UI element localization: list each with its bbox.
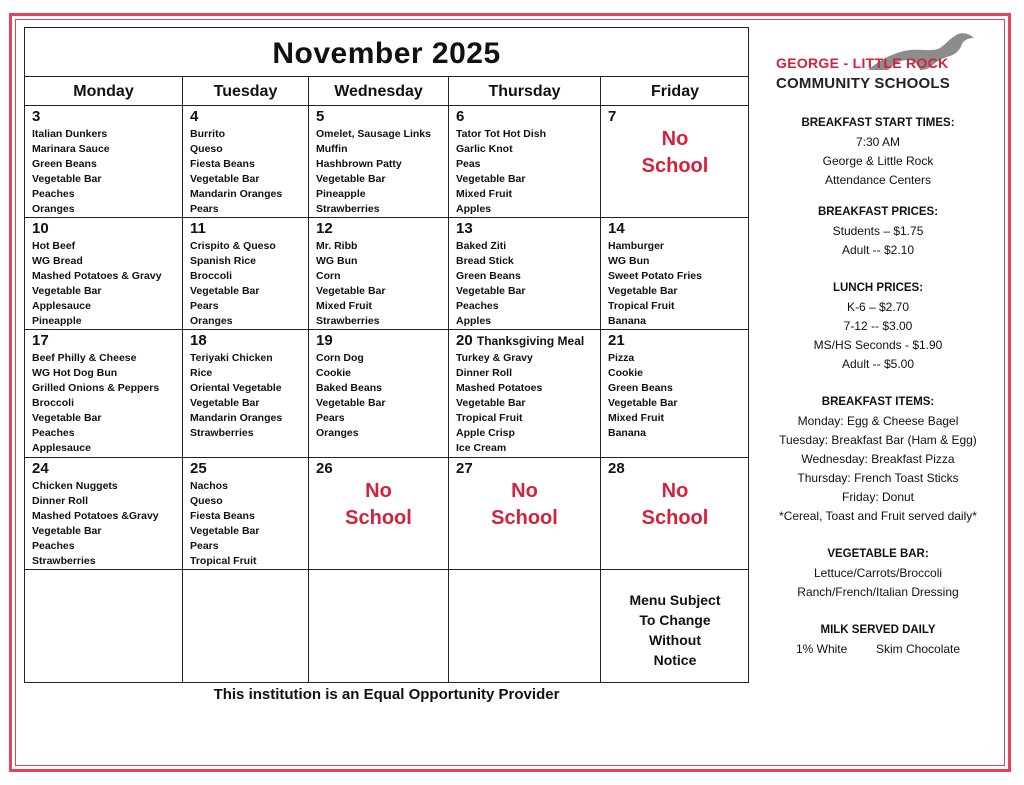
menu-item: Corn Dog: [316, 352, 364, 364]
menu-item: Vegetable Bar: [32, 525, 102, 537]
menu-item: Green Beans: [608, 382, 673, 394]
menu-item: Mashed Potatoes & Gravy: [32, 270, 162, 282]
lunch-price-line: K-6 – $2.70: [846, 300, 910, 314]
menu-item: Marinara Sauce: [32, 143, 110, 155]
menu-item: Mandarin Oranges: [190, 188, 283, 200]
no-school-label: No: [511, 480, 538, 502]
day-number-text: 11: [190, 220, 206, 237]
day-cell: [25, 106, 183, 218]
menu-item: Omelet, Sausage Links: [316, 128, 431, 140]
empty-day-cell: [449, 570, 601, 683]
menu-item: Mashed Potatoes &Gravy: [32, 510, 159, 522]
milk-options: [766, 640, 990, 659]
day-number-text: 19: [316, 332, 333, 349]
day-cell: [601, 458, 749, 570]
day-cell: [25, 458, 183, 570]
milk-heading: MILK SERVED DAILY: [820, 624, 936, 636]
menu-item: Peaches: [32, 540, 75, 552]
day-cell: [449, 330, 601, 458]
menu-item: WG Bun: [316, 255, 358, 267]
breakfast-price-line: Adult -- $2.10: [841, 243, 915, 257]
menu-item: Peaches: [456, 300, 499, 312]
menu-item: Mr. Ribb: [316, 240, 358, 252]
menu-item: Cookie: [316, 367, 352, 379]
day-number-text: 24: [32, 460, 49, 477]
menu-item: Strawberries: [316, 203, 380, 215]
menu-item: Strawberries: [316, 315, 380, 327]
weekday-header-friday: Friday: [650, 83, 699, 100]
menu-item: Vegetable Bar: [190, 285, 260, 297]
menu-item: Apples: [456, 315, 492, 327]
menu-item: Tator Tot Hot Dish: [456, 128, 547, 140]
menu-item: Mandarin Oranges: [190, 412, 283, 424]
vegetable-bar-line: Ranch/French/Italian Dressing: [797, 585, 959, 599]
day-cell: [183, 330, 309, 458]
lunch-price-line: Adult -- $5.00: [841, 357, 915, 371]
day-cell: [601, 218, 749, 330]
day-number-text: 7: [608, 108, 617, 125]
menu-subject-line: Without: [649, 632, 701, 648]
menu-item: Vegetable Bar: [32, 173, 102, 185]
calendar-grid: [24, 27, 749, 683]
day-number-text: 27: [456, 460, 473, 477]
menu-item: Italian Dunkers: [32, 128, 108, 140]
day-number: [316, 108, 448, 127]
day-cell: [449, 218, 601, 330]
no-school-label: No: [661, 128, 689, 150]
vegetable-bar-line: Lettuce/Carrots/Broccoli: [813, 566, 943, 580]
menu-item: Pears: [316, 412, 345, 424]
weekday-header-wednesday: Wednesday: [309, 77, 449, 106]
menu-item: WG Hot Dog Bun: [32, 367, 118, 379]
menu-subject-note: [601, 570, 749, 683]
menu-item: Applesauce: [32, 442, 91, 454]
weekday-header-tuesday: Tuesday: [183, 77, 309, 106]
day-number: [316, 220, 448, 239]
breakfast-item-line: *Cereal, Toast and Fruit served daily*: [779, 509, 977, 523]
menu-item: Strawberries: [32, 555, 96, 567]
menu-item: Baked Ziti: [456, 240, 507, 252]
menu-item: Vegetable Bar: [608, 285, 678, 297]
menu-item: Hamburger: [608, 240, 665, 252]
day-number-text: 20: [456, 332, 473, 349]
menu-item: Vegetable Bar: [190, 397, 260, 409]
day-number: [32, 332, 182, 351]
day-cell: [309, 106, 449, 218]
menu-item: Rice: [190, 367, 213, 379]
empty-day-cell: [25, 570, 183, 683]
menu-item: Vegetable Bar: [456, 285, 526, 297]
menu-subject-line: Notice: [653, 652, 697, 668]
day-number-text: 13: [456, 220, 473, 237]
breakfast-start-place-1: George & Little Rock: [822, 154, 934, 168]
menu-item: Pears: [190, 203, 219, 215]
menu-item: Nachos: [190, 480, 228, 492]
no-school-label: No: [365, 480, 392, 502]
menu-item: Garlic Knot: [456, 143, 513, 155]
menu-item: Fiesta Beans: [190, 510, 255, 522]
menu-item: Mashed Potatoes: [456, 382, 543, 394]
menu-item: Pears: [190, 540, 219, 552]
menu-item: Cookie: [608, 367, 644, 379]
breakfast-items-heading: BREAKFAST ITEMS:: [821, 396, 935, 408]
day-cell: [25, 330, 183, 458]
day-number: [190, 220, 308, 239]
day-cell: [25, 218, 183, 330]
menu-item: Hashbrown Patty: [316, 158, 402, 170]
empty-day-cell: [183, 570, 309, 683]
menu-item: Crispito & Queso: [190, 240, 276, 252]
menu-item: Oranges: [316, 427, 359, 439]
logo-line-1: GEORGE - LITTLE ROCK: [776, 55, 949, 71]
menu-item: Dinner Roll: [32, 495, 89, 507]
menu-item: Vegetable Bar: [456, 397, 526, 409]
lunch-price-line: MS/HS Seconds - $1.90: [813, 338, 943, 352]
day-number: [190, 460, 308, 479]
menu-item: Oranges: [190, 315, 233, 327]
menu-item: Corn: [316, 270, 341, 282]
day-cell: [449, 106, 601, 218]
day-cell: [183, 106, 309, 218]
day-number: [456, 108, 600, 127]
breakfast-start-place-2: Attendance Centers: [824, 173, 932, 187]
day-number: [456, 220, 600, 239]
menu-item: Vegetable Bar: [190, 173, 260, 185]
breakfast-item-line: Friday: Donut: [841, 490, 915, 504]
weekday-header-row: [25, 77, 748, 106]
lunch-price-line: 7-12 -- $3.00: [843, 319, 913, 333]
menu-item: Tropical Fruit: [456, 412, 523, 424]
day-number: [32, 108, 182, 127]
menu-subject-line: To Change: [639, 612, 711, 628]
day-number: [316, 332, 448, 351]
breakfast-price-line: Students – $1.75: [832, 224, 924, 238]
menu-item: Pineapple: [316, 188, 366, 200]
milk-white: 1% White: [795, 642, 848, 656]
menu-item: Vegetable Bar: [456, 173, 526, 185]
footer-statement: This institution is an Equal Opportunity Provider: [213, 686, 560, 703]
menu-subject-text: [608, 572, 749, 670]
menu-item: Broccoli: [190, 270, 233, 282]
menu-item: Muffin: [316, 143, 348, 155]
breakfast-item-line: Tuesday: Breakfast Bar (Ham & Egg): [779, 433, 977, 447]
menu-item: Green Beans: [456, 270, 521, 282]
logo-line-2: COMMUNITY SCHOOLS: [776, 75, 950, 92]
day-cell: [183, 458, 309, 570]
day-number-text: 14: [608, 220, 625, 237]
menu-item: Banana: [608, 427, 646, 439]
no-school-label: School: [641, 507, 709, 529]
day-number-text: 28: [608, 460, 625, 477]
empty-day-cell: [309, 570, 449, 683]
menu-item: Vegetable Bar: [608, 397, 678, 409]
menu-item: Tropical Fruit: [190, 555, 257, 567]
breakfast-start-time: 7:30 AM: [855, 135, 901, 149]
day-cell: [309, 330, 449, 458]
menu-item: Queso: [190, 495, 223, 507]
calendar-title: November 2025: [25, 28, 748, 77]
day-number-text: 25: [190, 460, 207, 477]
menu-item: Chicken Nuggets: [32, 480, 118, 492]
no-school-label: School: [641, 155, 709, 177]
menu-item: Mixed Fruit: [456, 188, 513, 200]
day-number-text: 10: [32, 220, 49, 237]
menu-item: Grilled Onions & Peppers: [32, 382, 160, 394]
school-logo: [774, 30, 984, 94]
menu-item: Burrito: [190, 128, 225, 140]
special-meal-label: Thanksgiving Meal: [476, 334, 585, 348]
menu-item: Beef Philly & Cheese: [32, 352, 137, 364]
weekday-header-thursday: Thursday: [449, 77, 601, 106]
sidebar-info: [766, 114, 990, 659]
no-school-label: School: [491, 507, 558, 529]
day-number: [456, 332, 600, 351]
menu-item: Peas: [456, 158, 481, 170]
menu-item: Applesauce: [32, 300, 91, 312]
lunch-prices-heading: LUNCH PRICES:: [832, 282, 924, 294]
menu-item: Ice Cream: [456, 442, 507, 454]
day-number-text: 4: [190, 108, 199, 125]
day-number-text: 5: [316, 108, 325, 125]
menu-item: Baked Beans: [316, 382, 382, 394]
menu-item: Peaches: [32, 188, 75, 200]
menu-item: Pears: [190, 300, 219, 312]
menu-item: Mixed Fruit: [316, 300, 373, 312]
day-number-text: 26: [316, 460, 333, 477]
menu-item: Pineapple: [32, 315, 82, 327]
day-cell: [309, 218, 449, 330]
day-number: [32, 220, 182, 239]
breakfast-item-line: Monday: Egg & Cheese Bagel: [797, 414, 959, 428]
day-number-text: 3: [32, 108, 41, 125]
breakfast-prices-heading: BREAKFAST PRICES:: [817, 206, 939, 218]
menu-item: Queso: [190, 143, 223, 155]
menu-item: Vegetable Bar: [316, 173, 386, 185]
day-cell: [449, 458, 601, 570]
breakfast-item-line: Wednesday: Breakfast Pizza: [801, 452, 955, 466]
menu-item: Apples: [456, 203, 492, 215]
menu-item: Teriyaki Chicken: [190, 352, 273, 364]
menu-item: Vegetable Bar: [316, 397, 386, 409]
menu-item: Turkey & Gravy: [456, 352, 533, 364]
day-number: [608, 220, 749, 239]
menu-item: Mixed Fruit: [608, 412, 665, 424]
vegetable-bar-heading: VEGETABLE BAR:: [827, 548, 929, 560]
day-cell: [601, 106, 749, 218]
menu-item: Dinner Roll: [456, 367, 513, 379]
menu-item: Strawberries: [190, 427, 254, 439]
day-number: [608, 332, 749, 351]
menu-item: Apple Crisp: [456, 427, 515, 439]
menu-item: Vegetable Bar: [32, 412, 102, 424]
menu-item: Oriental Vegetable: [190, 382, 282, 394]
day-number-text: 6: [456, 108, 465, 125]
day-number-text: 17: [32, 332, 49, 349]
menu-item: Broccoli: [32, 397, 75, 409]
day-number: [32, 460, 182, 479]
day-number: [190, 332, 308, 351]
day-cell: [183, 218, 309, 330]
menu-item: Fiesta Beans: [190, 158, 255, 170]
no-school-label: No: [661, 480, 689, 502]
menu-item: Vegetable Bar: [190, 525, 260, 537]
day-number: [190, 108, 308, 127]
menu-item: Pizza: [608, 352, 635, 364]
menu-item: Vegetable Bar: [32, 285, 102, 297]
breakfast-item-line: Thursday: French Toast Sticks: [797, 471, 959, 485]
menu-item: Sweet Potato Fries: [608, 270, 702, 282]
menu-item: Banana: [608, 315, 646, 327]
menu-item: Green Beans: [32, 158, 97, 170]
day-number-text: 21: [608, 332, 625, 349]
breakfast-start-heading: BREAKFAST START TIMES:: [801, 117, 955, 129]
menu-item: Hot Beef: [32, 240, 76, 252]
no-school-label: School: [345, 507, 412, 529]
menu-item: Tropical Fruit: [608, 300, 675, 312]
menu-item: Peaches: [32, 427, 75, 439]
weekday-header-monday: Monday: [25, 77, 183, 106]
menu-item: Bread Stick: [456, 255, 514, 267]
milk-chocolate: Skim Chocolate: [876, 642, 961, 656]
menu-item: Oranges: [32, 203, 75, 215]
day-cell: [601, 330, 749, 458]
menu-item: Vegetable Bar: [316, 285, 386, 297]
day-number-text: 18: [190, 332, 207, 349]
menu-item: Spanish Rice: [190, 255, 256, 267]
menu-item: WG Bun: [608, 255, 650, 267]
menu-item: WG Bread: [32, 255, 83, 267]
menu-subject-line: Menu Subject: [629, 592, 721, 608]
day-cell: [309, 458, 449, 570]
day-number-text: 12: [316, 220, 333, 237]
